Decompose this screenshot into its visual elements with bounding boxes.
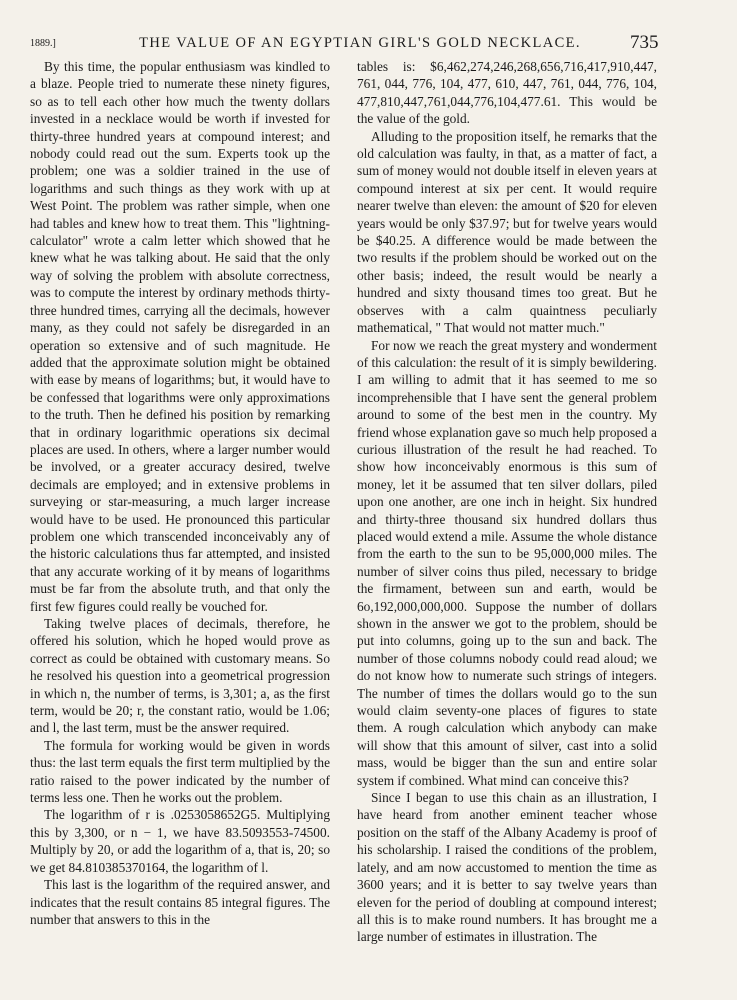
running-head [30,32,667,56]
paragraph: The logarithm of r is .0253058652G5. Multiplying this by 3,300, or n − 1, we have 83.5093553-74500. Multiply by 20, or add the logarithm of a, that is, 20; so we get 84.810385370164, the logarithm of l. [30,807,330,875]
page-number: 735 [630,32,659,53]
right-column [357,58,657,946]
paragraph: For now we reach the great mystery and wonderment of this calculation: the result of it is simply bewildering. I am willing to admit that it has seemed to me so incomprehensible that I have sent the general problem around to some of the best men in the country. My friend whose explanation gave so much help proposed a curious illustration of the result he had reached. To show how inconceivably enormous is this sum of money, let it be assumed that ten silver dollars, piled upon one another, are one inch in height. Six hundred and thirty-three thousand six hundred dollars thus placed would extend a mile. Assume the whole distance from the earth to the sun to be 95,000,000 miles. The number of silver coins thus piled, necessary to bridge the firmament, between sun and earth, would be 6o,192,000,000,000. Suppose the number of dollars shown in the answer we got to the problem, should be put into columns, going up to the sun and back. The number of those columns nobody could read aloud; we do not know how to numerate such strings of integers. The number of times the dollars would go to the sun would claim seventy-one places of figures to state them. A rough calculation which anybody can make will show that this amount of silver, cast into a solid mass, would be bigger than the sun and entire solar system if combined. What mind can conceive this? [357,337,657,788]
header-year: 1889.] [30,38,56,49]
paragraph: Since I began to use this chain as an illustration, I have heard from another eminent teacher whose position on the staff of the Albany Academy is proof of his scholarship. I raised the conditions of the problem, lately, and am now accustomed to mention the time as 3600 years; and it is better to say twelve years than eleven for the period of doubling at compound interest; all this is to make round numbers. It has brought me a large number of estimates in illustration. The [357,790,657,945]
paragraph: By this time, the popular enthusiasm was kindled to a blaze. People tried to numerate these ninety figures, so as to tell each other how much the twenty dollars invested in a necklace would be worth if invested for thirty-three hundred years at compound interest; and nobody could read out the sum. Experts took up the problem; one was a soldier trained in the use of logarithms and such things as they work with up at West Point. The problem was rather simple, when one had tables and knew how to treat them. This "lightning-calculator" wrote a calm letter which showed that he knew what he was talking about. He said that the only way of solving the problem with absolute correctness, was to compute the interest by ordinary methods thirty-three hundred times, carrying all the decimals, however many, as they could not safely be disregarded in an operation so extensive and of such magnitude. He added that the approximate solution might be obtained with ease by means of logarithms; but, it would have to be confessed that logarithms were only approximations to the truth. Then he defined his position by remarking that in ordinary logarithmic operations six decimal places are used. In others, where a larger number would be involved, or a greater accuracy desired, twelve decimals are employed; and in extensive problems in surveying or star-measuring, a much larger increase would have to be used. He pronounced this particular problem one which transcended inconceivably any of the historic calculations thus far attempted, and insisted that any accurate working of it by means of logarithms must be far from the absolute truth, and that only the first few figures could really be vouched for. [30,59,330,614]
header-title: THE VALUE OF AN EGYPTIAN GIRL'S GOLD NECKLACE. [139,35,581,51]
left-column [30,58,330,928]
paragraph: Taking twelve places of decimals, therefore, he offered his solution, which he hoped would prove as correct as could be obtained with customary means. So he resolved his question into a geometrical progression in which n, the number of terms, is 3,301; a, as the first term, would be 20; r, the constant ratio, would be 1.06; and l, the last term, must be the answer required. [30,616,330,736]
paragraph-continued: tables is: $6,462,274,246,268,656,716,417,910,447, 761, 044, 776, 104, 477, 610, 447, 761, 044, 776, 104, 477,810,447,761,044,776,104,477.61. This would be the value of the gold. [357,59,657,127]
paragraph: Alluding to the proposition itself, he remarks that the old calculation was faulty, in that, as a matter of fact, a sum of money would not double itself in eleven years at compound interest at six per cent. It would require nearer twelve than eleven: the amount of $20 for eleven years would be only $37.97; but for twelve years would be $40.25. A difference would be made between the two results if the problem should be worked out on the other basis; indeed, the result would be nearly a hundred and sixty thousand times too great. But he observes with a calm quaintness peculiarly mathematical, " That would not matter much." [357,128,657,336]
paragraph: The formula for working would be given in words thus: the last term equals the first term multiplied by the ratio raised to the power indicated by the number of terms less one. Then he works out the problem. [30,737,330,806]
paragraph: This last is the logarithm of the required answer, and indicates that the result contains 85 integral figures. The number that answers to this in the [30,877,330,927]
